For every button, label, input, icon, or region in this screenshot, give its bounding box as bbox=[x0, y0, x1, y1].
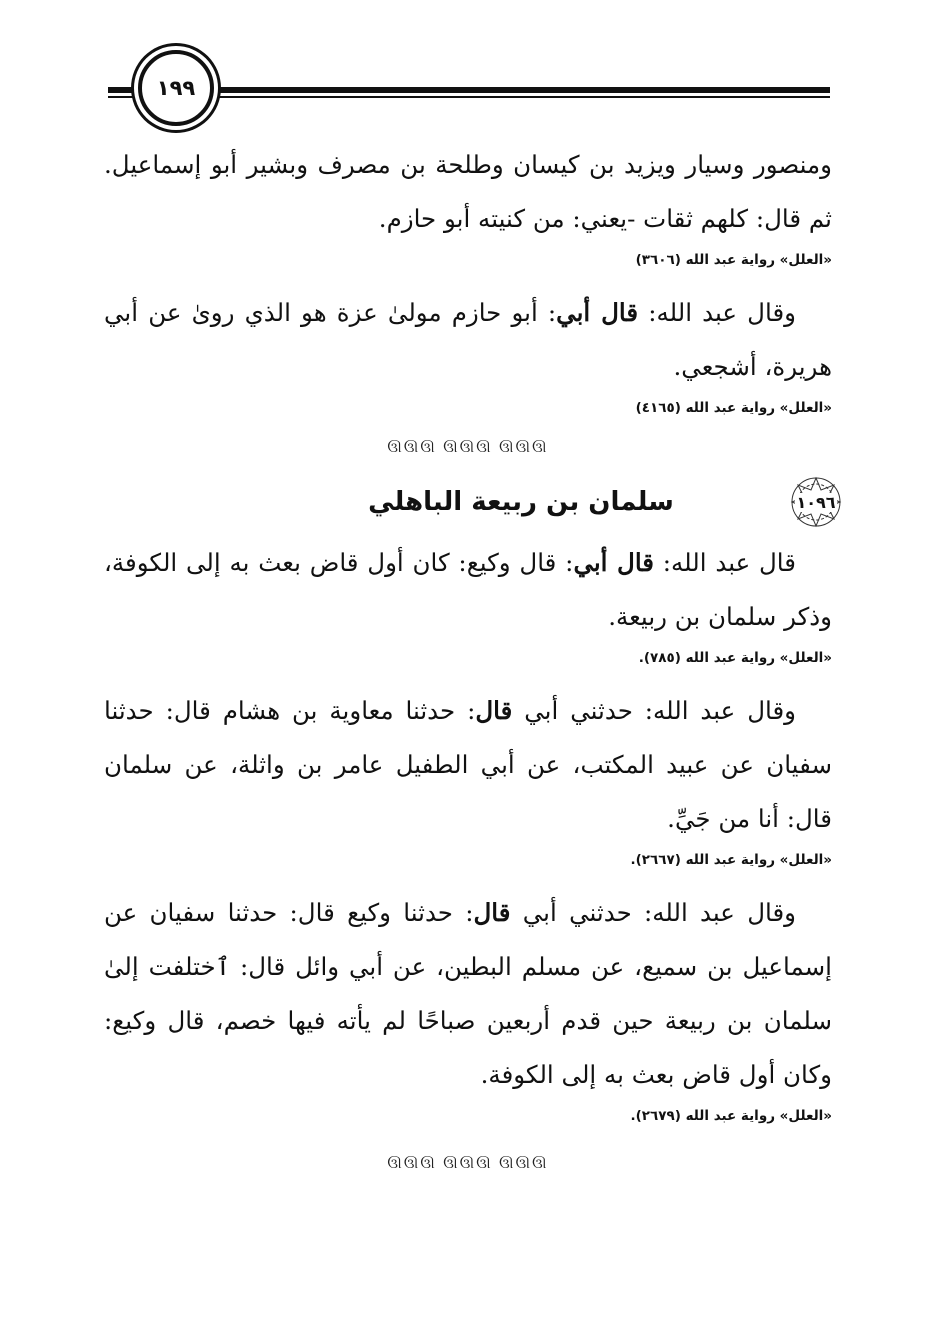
citation: «العلل» رواية عبد الله (٤١٦٥) bbox=[635, 400, 832, 416]
citation: «العلل» رواية عبد الله (٧٨٥). bbox=[638, 650, 832, 666]
header-rule-thin bbox=[108, 96, 830, 98]
paragraph: وقال عبد الله: حدثني أبي قال: حدثنا وكيع قال: حدثنا سفيان عن إسماعيل بن سميع، عن مسلم البطين، عن أبي وائل قال: ٱختلفت إلىٰ سلمان بن ربيعة حين قدم أربعين صباحًا لم يأته فيها خصم، قال وكيع: وكان أول قاض بعث به إلى الكوفة. bbox=[104, 898, 832, 1089]
ornament-divider: ઊઊઊ ઊઊઊ ઊઊઊ bbox=[387, 440, 549, 456]
section-heading bbox=[104, 474, 836, 530]
paragraph: قال عبد الله: قال أبي: قال وكيع: كان أول قاض بعث به إلى الكوفة، وذكر سلمان بن ربيعة. bbox=[104, 548, 832, 631]
section-number: ١٠٩٦ bbox=[796, 492, 836, 512]
paragraph: ومنصور وسيار ويزيد بن كيسان وطلحة بن مصرف وبشير أبو إسماعيل. ثم قال: كلهم ثقات -يعني: من كنيته أبو حازم. bbox=[104, 150, 832, 233]
citation: «العلل» رواية عبد الله (٢٦٦٧). bbox=[630, 852, 832, 868]
header-rule bbox=[108, 87, 830, 93]
page-header bbox=[0, 0, 938, 120]
page-body bbox=[104, 138, 836, 1190]
ornament-divider: ઊઊઊ ઊઊઊ ઊઊઊ bbox=[387, 1156, 549, 1172]
citation: «العلل» رواية عبد الله (٢٦٧٩). bbox=[630, 1108, 832, 1124]
paragraph: وقال عبد الله: حدثني أبي قال: حدثنا معاوية بن هشام قال: حدثنا سفيان عن عبيد المكتب، عن أبي الطفيل عامر بن واثلة، عن سلمان قال: أنا من جَيِّ. bbox=[104, 696, 832, 833]
section-number-badge bbox=[788, 474, 844, 530]
page-number: ١٩٩ bbox=[138, 50, 214, 126]
section-title: سلمان بن ربيعة الباهلي bbox=[368, 487, 674, 517]
paragraph: وقال عبد الله: قال أبي: أبو حازم مولىٰ عزة هو الذي روىٰ عن أبي هريرة، أشجعي. bbox=[104, 298, 832, 381]
citation: «العلل» رواية عبد الله (٣٦٠٦) bbox=[635, 252, 832, 268]
